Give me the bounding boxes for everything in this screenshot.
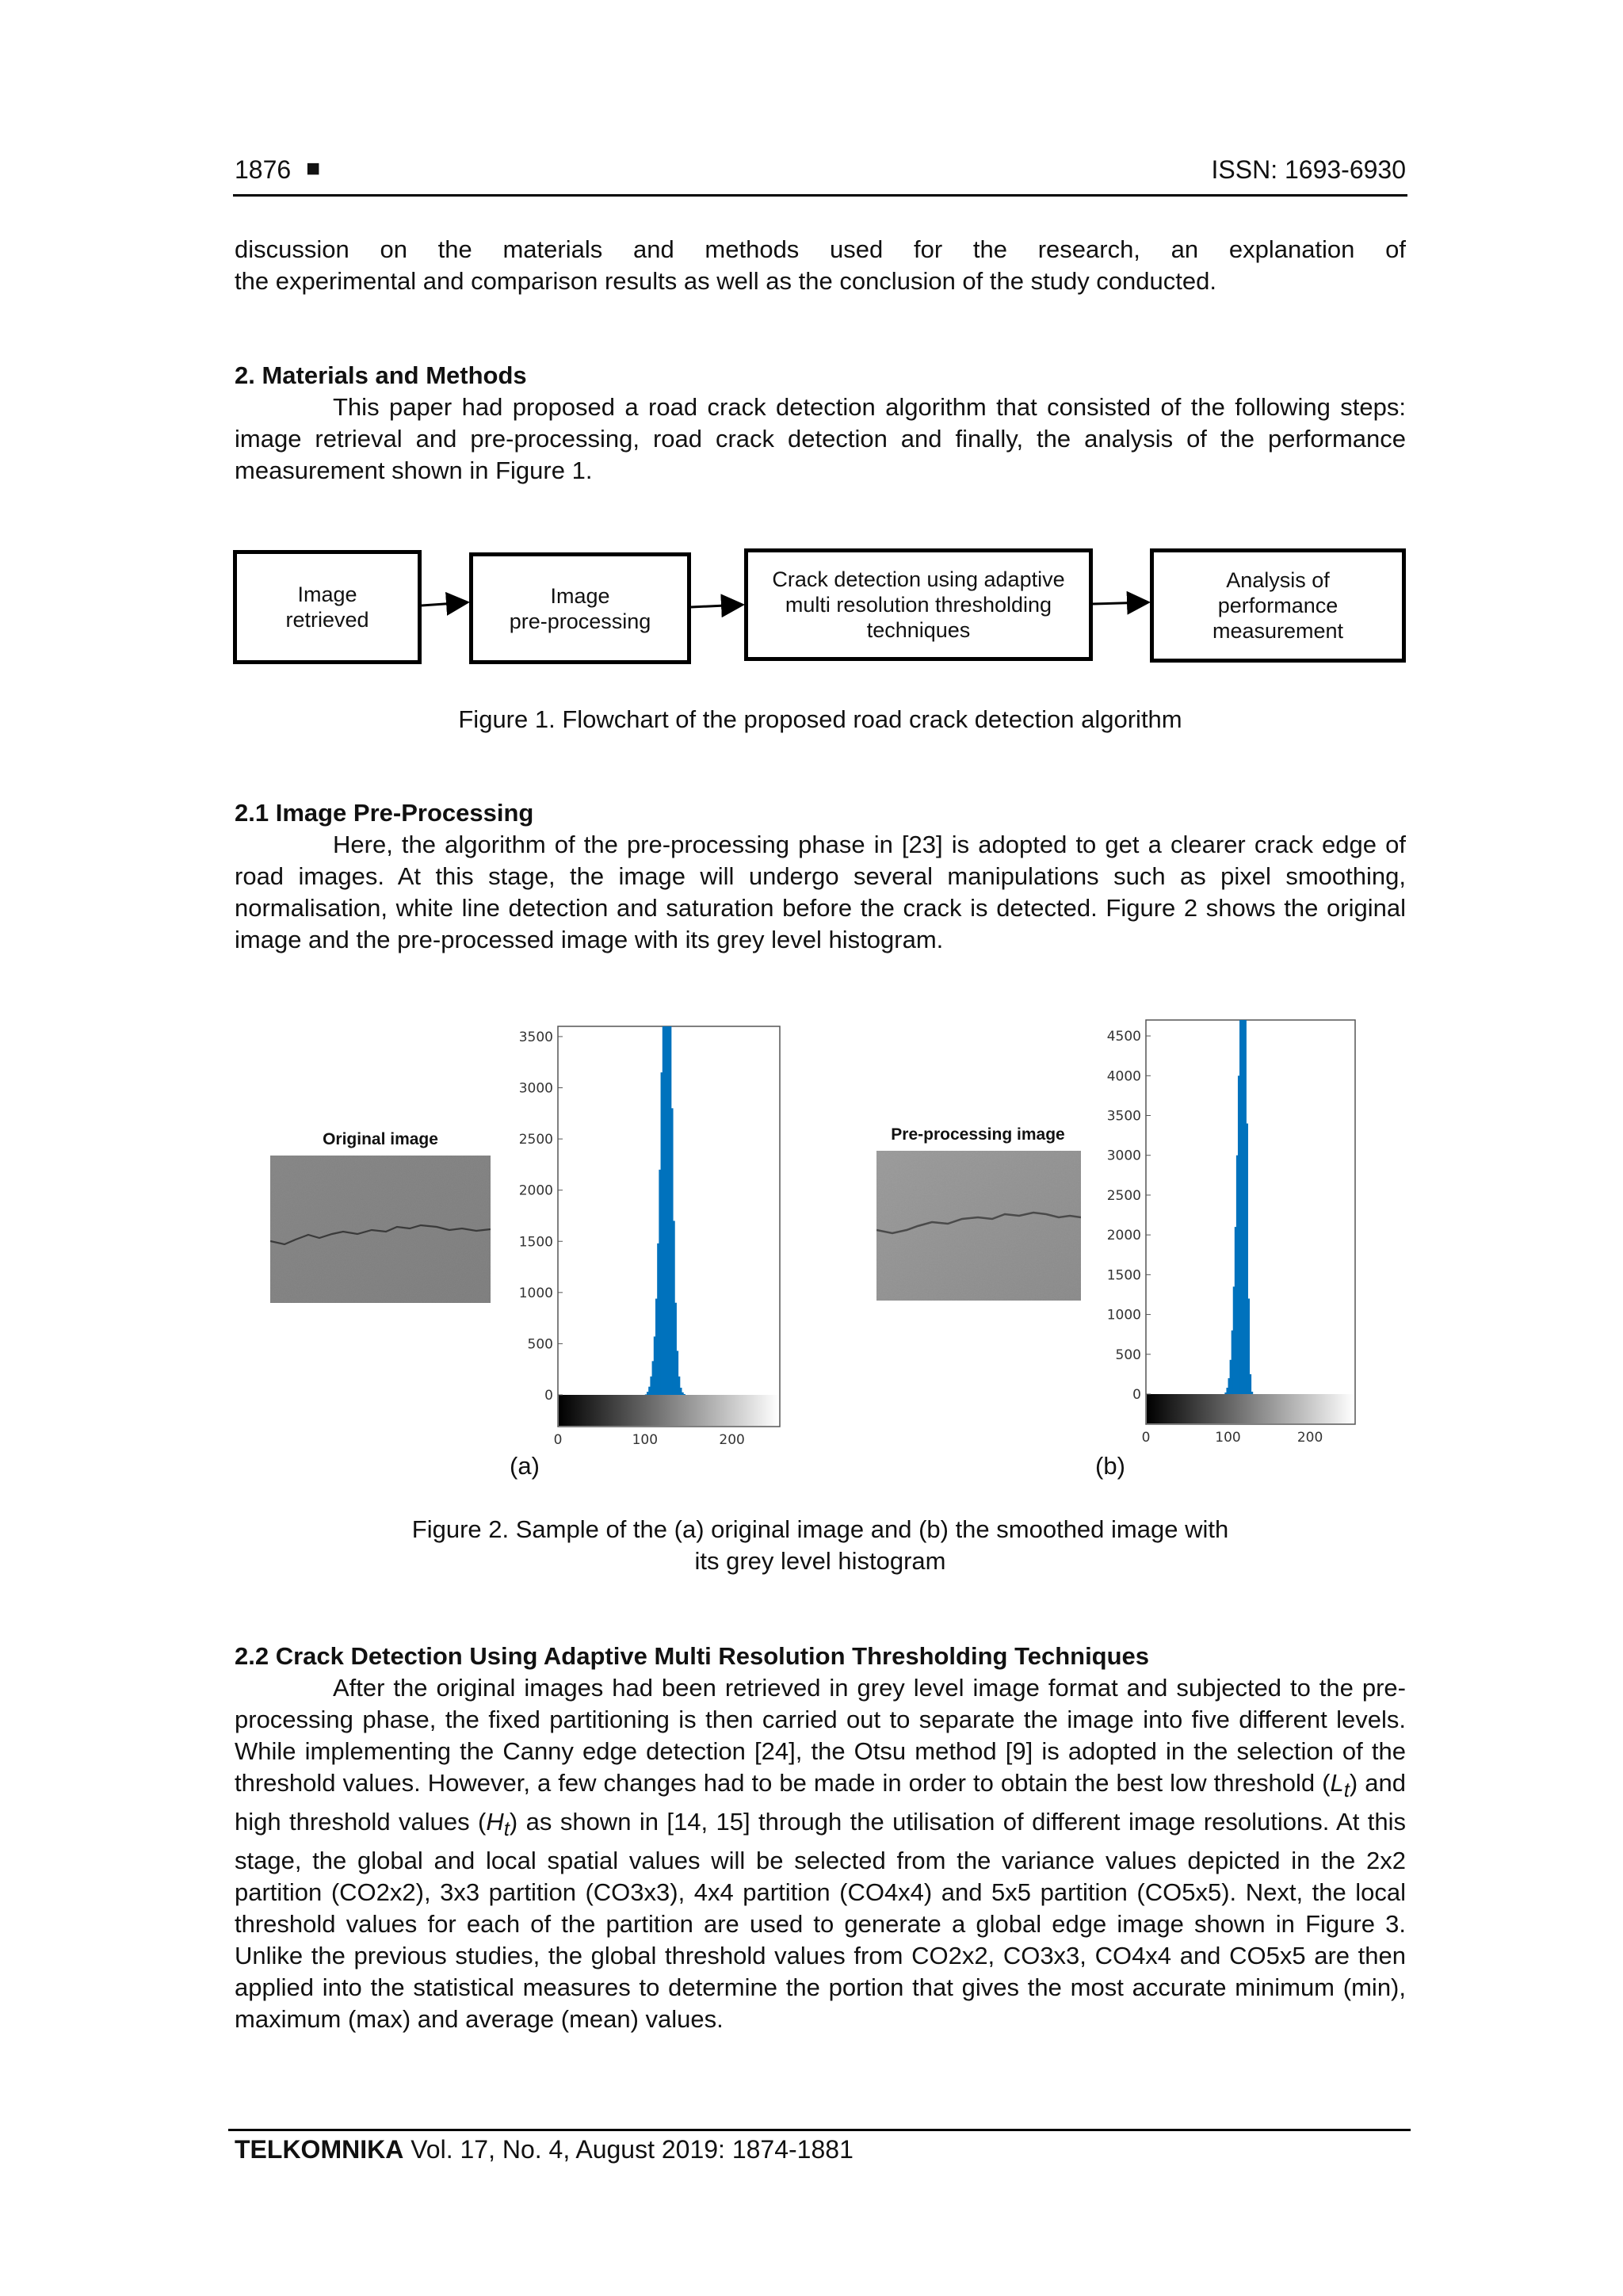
low-threshold-symbol: L [1330, 1769, 1344, 1797]
footer-details: Vol. 17, No. 4, August 2019: 1874-1881 [411, 2135, 854, 2164]
flowchart-arrow-1 [422, 602, 468, 606]
y-tick-label: 2000 [518, 1182, 553, 1199]
x-tick-label: 0 [1141, 1430, 1151, 1446]
histogram-colorbar [559, 1395, 779, 1426]
y-tick-label: 3000 [518, 1080, 553, 1097]
section-2-1-heading: 2.1 Image Pre-Processing [235, 799, 534, 827]
y-tick-label: 1000 [518, 1285, 553, 1301]
section-2-2-text-2: ) and high threshold values ( [235, 1769, 1406, 1836]
y-tick-label: 2500 [518, 1132, 553, 1148]
flowchart-arrow-2 [691, 605, 743, 607]
y-tick-label: 3500 [518, 1029, 553, 1045]
y-tick-label: 1000 [1106, 1307, 1141, 1324]
preprocessed-road-photo [876, 1151, 1081, 1301]
y-tick-label: 0 [544, 1388, 553, 1404]
y-tick-label: 1500 [518, 1234, 553, 1251]
section-2-2-heading: 2.2 Crack Detection Using Adaptive Multi Resolution Thresholding Techniques [235, 1642, 1150, 1670]
histogram-bar [683, 1394, 685, 1395]
x-tick-label: 200 [1296, 1430, 1323, 1446]
footer-journal: TELKOMNIKA [235, 2135, 404, 2164]
flowchart-arrow-3 [1093, 602, 1148, 604]
y-tick-label: 1500 [1106, 1267, 1141, 1284]
preprocessed-road-photo-svg [876, 1151, 1081, 1301]
x-tick-label: 100 [632, 1432, 659, 1448]
figure-2-caption-line-1: Figure 2. Sample of the (a) original image and (b) the smoothed image with [411, 1515, 1229, 1543]
section-2-2-text-3: ) as shown in [14, 15] through the utilisation of different image resolutions. At this stage, the global and local spatial values will be selected from the variance values depicted in the 2x2 partition (CO2x2), 3x3 partition (CO3x3), 4x4 partition (CO4x4) and 5x5 partition (CO5x5). Next, the local threshold values for each of the partition are used to generate a global edge image shown in Figure 3. Unlike the previous studies, the global threshold values from CO2x2, CO3x3, CO4x4 and CO5x5 are then applied into the statistical measures to determine the portion that gives the most accurate minimum (min), maximum (max) and average (mean) values. [235, 1808, 1406, 2034]
square-marker: ■ [306, 155, 321, 181]
y-tick-label: 500 [1115, 1347, 1141, 1363]
intro-line-2: the experimental and comparison results as well as the conclusion of the study conducted. [235, 267, 1216, 295]
footer-rule [228, 2129, 1411, 2131]
y-tick-label: 3500 [1106, 1108, 1141, 1125]
flowchart-arrows [0, 0, 1623, 713]
histogram-frame [1146, 1020, 1355, 1424]
x-tick-label: 200 [719, 1432, 745, 1448]
x-tick-label: 100 [1215, 1430, 1241, 1446]
original-road-photo-svg [270, 1156, 491, 1303]
original-image-label: Original image [323, 1130, 438, 1148]
histogram-b [1090, 1008, 1360, 1458]
flowchart-box-1-text: Image retrieved [285, 583, 369, 632]
section-2-paragraph: This paper had proposed a road crack detection algorithm that consisted of the following steps: image retrieval and pre-processing, road crack detection and finally, the analysis of the performance measurement shown in Figure 1. [235, 393, 1406, 484]
low-threshold-subscript: t [1343, 1779, 1350, 1802]
flowchart-box-3-text: Crack detection using adaptive multi resolution thresholding techniques [772, 567, 1065, 642]
panel-b-label: (b) [1095, 1452, 1125, 1480]
high-threshold-subscript: t [503, 1818, 510, 1841]
y-tick-label: 2500 [1106, 1187, 1141, 1204]
y-tick-label: 2000 [1106, 1228, 1141, 1244]
preprocessed-image-label: Pre-processing image [891, 1125, 1065, 1144]
histogram-bar [1249, 1374, 1251, 1394]
y-tick-label: 500 [527, 1336, 553, 1353]
high-threshold-symbol: H [486, 1808, 504, 1836]
flowchart-box-4-text: Analysis of performance measurement [1212, 568, 1344, 643]
histogram-colorbar [1147, 1394, 1354, 1423]
histogram-a [507, 1014, 785, 1458]
flowchart-box-2-text: Image pre-processing [509, 583, 651, 633]
y-tick-label: 4000 [1106, 1068, 1141, 1085]
footer [235, 2135, 854, 2164]
histogram-bar [1251, 1392, 1254, 1394]
intro-line-1: discussion on the materials and methods used for the research, an explanation of [235, 235, 1406, 263]
page-number: 1876 [235, 155, 292, 184]
y-tick-label: 4500 [1106, 1029, 1141, 1045]
issn: ISSN: 1693-6930 [1211, 155, 1406, 184]
section-2-1-paragraph: Here, the algorithm of the pre-processing phase in [23] is adopted to get a clearer crack edge of road images. At this stage, the image will undergo several manipulations such as pixel smoothing, normalisation, white line detection and saturation before the crack is detected. Figure 2 shows the original image and the pre-processed image with its grey level histogram. [235, 831, 1406, 953]
x-tick-label: 0 [553, 1432, 563, 1448]
figure-2-caption-line-2: its grey level histogram [694, 1547, 946, 1575]
panel-a-label: (a) [510, 1452, 540, 1480]
section-2-2-text-1: After the original images had been retrieved in grey level image format and subjected to the pre-processing phase, the fixed partitioning is then carried out to separate the image into five different levels. While implementing the Canny edge detection [24], the Otsu method [9] is adopted in the selection of the threshold values. However, a few changes had to be made in order to obtain the best low threshold ( [235, 1674, 1406, 1797]
section-2-heading: 2. Materials and Methods [235, 361, 527, 389]
section-2-2-paragraph [235, 1672, 1406, 2035]
y-tick-label: 3000 [1106, 1148, 1141, 1164]
original-road-photo [270, 1156, 491, 1303]
figure-1-caption: Figure 1. Flowchart of the proposed road crack detection algorithm [458, 705, 1182, 733]
y-tick-label: 0 [1132, 1387, 1141, 1403]
